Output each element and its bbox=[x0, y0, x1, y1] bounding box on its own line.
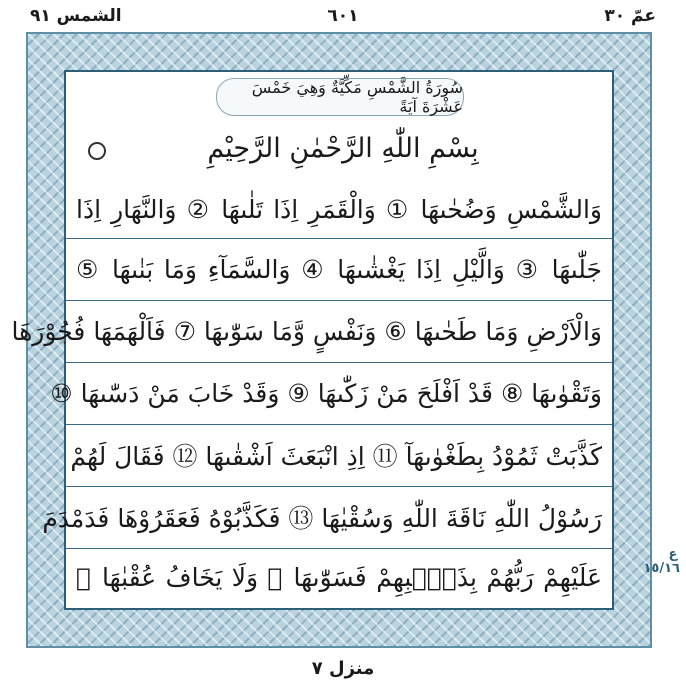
line-divider bbox=[66, 486, 612, 487]
verse-line-text: وَالْاَرْضِ وَمَا طَحٰىهَا ⑥ وَنَفْسٍ وَّمَا سَوّٰىهَا ⑦ فَاَلْهَمَهَا فُجُوْرَهَا bbox=[11, 316, 602, 346]
verse-line-text: عَلَيْهِمْ رَبُّهُمْ بِذَنْۢبِهِمْ فَسَوّٰىهَا ⑭ وَلَا يَخَافُ عُقْبٰهَا ⑮ bbox=[76, 562, 602, 592]
ornamental-frame bbox=[11, 32, 652, 648]
verse-line-2 bbox=[76, 244, 602, 294]
line-divider bbox=[66, 238, 612, 239]
verse-line-1 bbox=[76, 184, 602, 234]
verse-line-text: رَسُوْلُ اللّٰهِ نَاقَةَ اللّٰهِ وَسُقْيٰهَا ⑬ فَكَذَّبُوْهُ فَعَقَرُوْهَا فَدَمْدَمَ bbox=[42, 504, 602, 533]
verse-line-3 bbox=[11, 306, 602, 356]
line-divider bbox=[66, 424, 612, 425]
text-panel bbox=[11, 70, 614, 610]
line-divider bbox=[66, 548, 612, 549]
verse-line-5 bbox=[70, 430, 602, 480]
line-divider bbox=[66, 362, 612, 363]
verse-line-text: وَتَقْوٰىهَا ⑧ قَدْ اَفْلَحَ مَنْ زَكّٰىهَا ⑨ وَقَدْ خَابَ مَنْ دَسّٰىهَا ⑩ bbox=[50, 378, 602, 408]
ruku-marker: ع ١٥/١٦ bbox=[643, 547, 680, 576]
surah-header-label: الشمس ٩١ bbox=[30, 6, 122, 26]
line-divider bbox=[66, 300, 612, 301]
verse-line-text: جَلّٰىهَا ③ وَالَّيْلِ اِذَا يَغْشٰىهَا ④ وَالسَّمَآءِ وَمَا بَنٰىهَا ⑤ bbox=[76, 254, 602, 284]
verse-line-4 bbox=[50, 368, 602, 418]
circle-icon bbox=[88, 142, 106, 160]
surah-title-text: سُورَةُ الشَّمْسِ مَكِّيَّةٌ وَهِيَ خَمْسَ عَشْرَةَ آيَةً bbox=[251, 78, 463, 116]
verse-line-text: كَذَّبَتْ ثَمُوْدُ بِطَغْوٰىهَآ ⑪ اِذِ انْبَعَثَ اَشْقٰىهَا ⑫ فَقَالَ لَهُمْ bbox=[70, 442, 602, 471]
verse-line-text: وَالشَّمْسِ وَضُحٰىهَا ① وَالْقَمَرِ اِذَا تَلٰىهَا ② وَالنَّهَارِ اِذَا bbox=[76, 194, 602, 224]
page-number: ٦٠١ bbox=[327, 6, 359, 26]
verse-line-6 bbox=[42, 492, 602, 542]
manzil-footer: منزل ٧ bbox=[311, 658, 375, 679]
juz-label: عمّ ٣٠ bbox=[604, 6, 656, 26]
verse-line-7 bbox=[76, 552, 602, 602]
surah-title-banner bbox=[216, 78, 464, 116]
basmala: بِسْمِ اللّٰهِ الرَّحْمٰنِ الرَّحِيْمِ bbox=[207, 132, 479, 164]
